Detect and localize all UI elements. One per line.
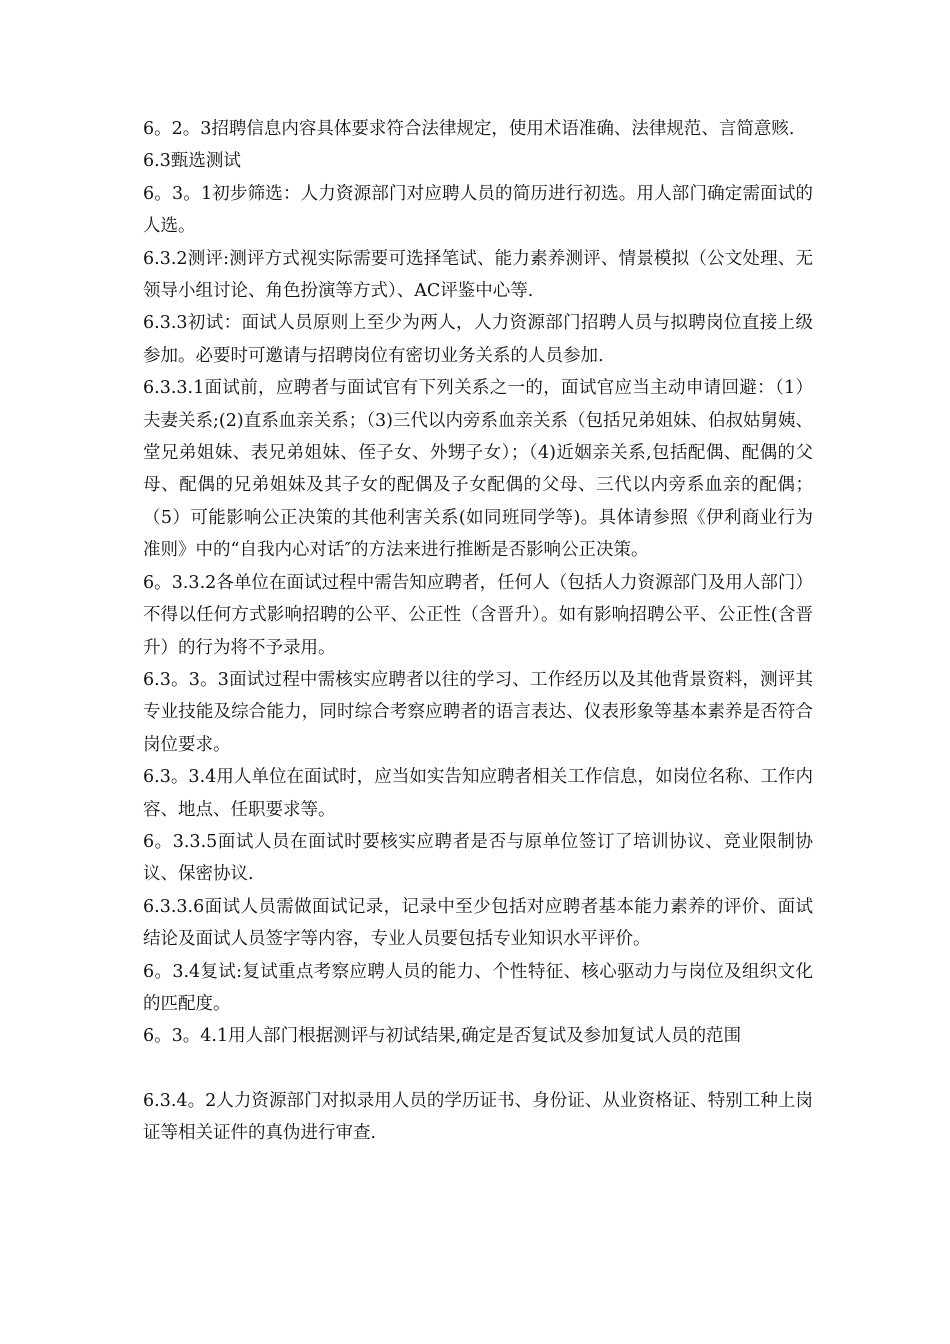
paragraph-6-3-1: 6。3。1初步筛选：人力资源部门对应聘人员的简历进行初选。用人部门确定需面试的人选。 <box>143 183 813 237</box>
paragraph-6-3-3-5: 6。3.3.5面试人员在面试时要核实应聘者是否与原单位签订了培训协议、竞业限制协议、保密协议. <box>143 831 813 885</box>
paragraph-6-3-4-1: 6。3。4.1用人部门根据测评与初试结果,确定是否复试及参加复试人员的范围 <box>143 1026 742 1047</box>
paragraph-6-3-3-3: 6.3。3。3面试过程中需核实应聘者以往的学习、工作经历以及其他背景资料，测评其专业技能及综合能力，同时综合考察应聘者的语言表达、仪表形象等基本素养是否符合岗位要求。 <box>143 669 813 755</box>
paragraph-6-3-4-2: 6.3.4。2人力资源部门对拟录用人员的学历证书、身份证、从业资格证、特别工种上岗证等相关证件的真伪进行审查. <box>143 1090 813 1144</box>
section-heading-6-3: 6.3甄选测试 <box>143 151 241 172</box>
paragraph-6-3-3-6: 6.3.3.6面试人员需做面试记录，记录中至少包括对应聘者基本能力素养的评价、面试结论及面试人员签字等内容，专业人员要包括专业知识水平评价。 <box>143 896 813 950</box>
paragraph-6-3-3-1: 6.3.3.1面试前，应聘者与面试官有下列关系之一的，面试官应当主动申请回避：（1）夫妻关系;(2)直系血亲关系；（3)三代以内旁系血亲关系（包括兄弟姐妹、伯叔姑舅姨、堂兄弟姐妹、表兄弟姐妹、侄子女、外甥子女）；（4)近姻亲关系,包括配偶、配偶的父母、配偶的兄弟姐妹及其子女的配偶及子女配偶的父母、三代以内旁系血亲的配偶；（5）可能影响公正决策的其他利害关系(如同班同学等)。具体请参照《伊利商业行为准则》中的“自我内心对话″的方法来进行推断是否影响公正决策。 <box>143 378 813 561</box>
paragraph-6-3-3-4: 6.3。3.4用人单位在面试时，应当如实告知应聘者相关工作信息，如岗位名称、工作内容、地点、任职要求等。 <box>143 767 813 820</box>
paragraph-6-3-4: 6。3.4复试:复试重点考察应聘人员的能力、个性特征、核心驱动力与岗位及组织文化的匹配度。 <box>143 961 813 1014</box>
document-body <box>143 113 813 1150</box>
paragraph-6-2-3: 6。2。3招聘信息内容具体要求符合法律规定，使用术语准确、法律规范、言简意赅. <box>143 119 795 139</box>
paragraph-6-3-2: 6.3.2测评:测评方式视实际需要可选择笔试、能力素养测评、情景模拟（公文处理、无领导小组讨论、角色扮演等方式）、AC评鉴中心等. <box>143 248 813 302</box>
paragraph-6-3-3: 6.3.3初试：面试人员原则上至少为两人，人力资源部门招聘人员与拟聘岗位直接上级参加。必要时可邀请与招聘岗位有密切业务关系的人员参加. <box>143 313 813 366</box>
paragraph-6-3-3-2: 6。3.3.2各单位在面试过程中需告知应聘者，任何人（包括人力资源部门及用人部门）不得以任何方式影响招聘的公平、公正性（含晋升）。如有影响招聘公平、公正性(含晋升）的行为将不予录用。 <box>143 572 813 658</box>
